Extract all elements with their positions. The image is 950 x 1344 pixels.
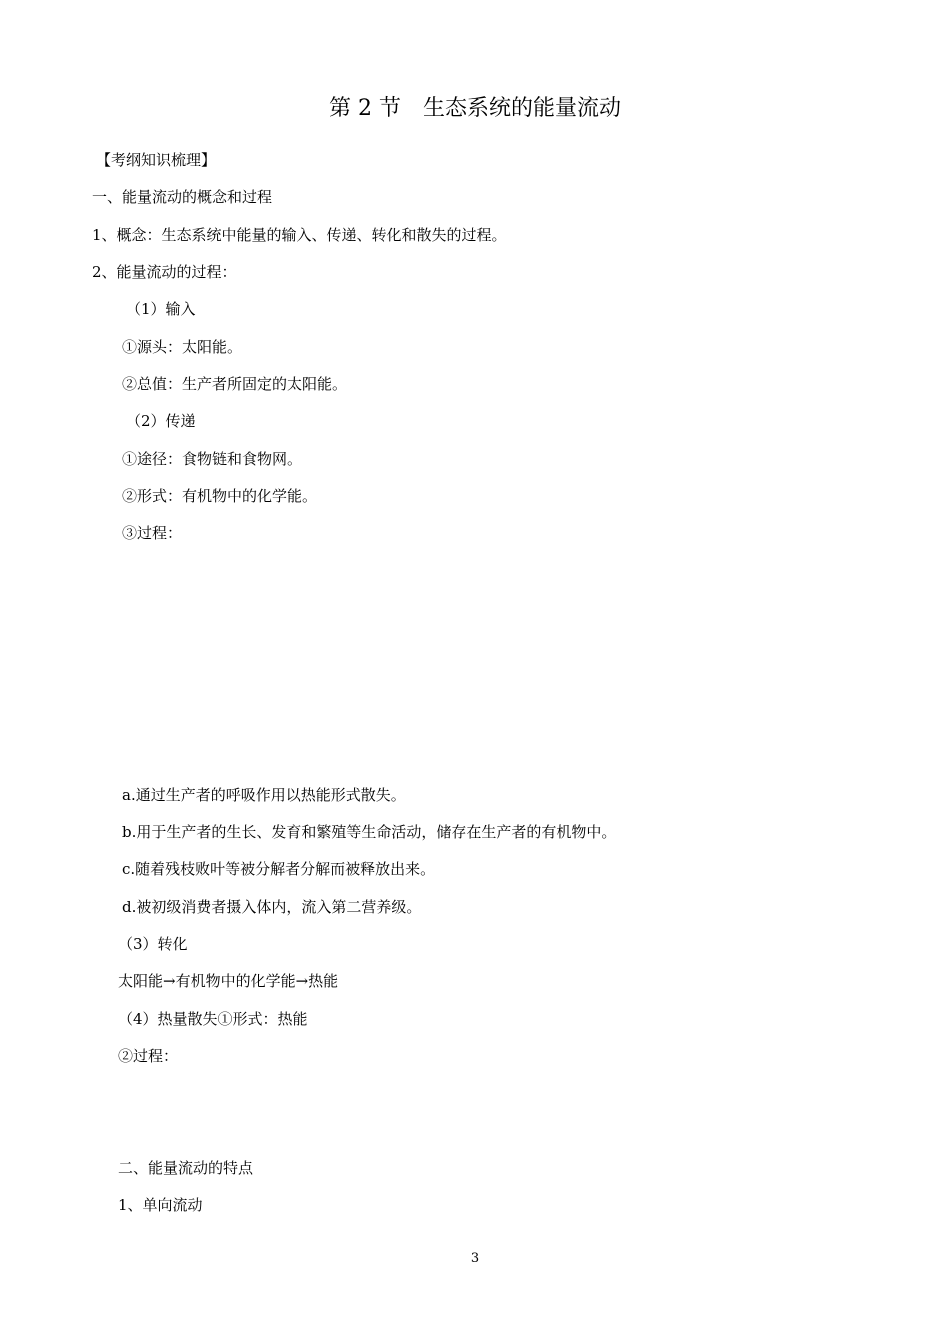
process-heading: 2、能量流动的过程：	[92, 263, 237, 281]
concept-line: 1、概念：生态系统中能量的输入、传递、转化和散失的过程。	[92, 226, 507, 244]
page-title: 第 2 节 生态系统的能量流动	[329, 96, 621, 121]
input-heading: （1）输入	[126, 300, 196, 318]
transfer-item-d: d.被初级消费者摄入体内，流入第二营养级。	[122, 898, 422, 916]
transfer-item-a: a.通过生产者的呼吸作用以热能形式散失。	[122, 786, 406, 804]
transfer-form: ②形式：有机物中的化学能。	[122, 487, 318, 505]
page-number: 3	[470, 1251, 480, 1266]
dissipation-process: ②过程：	[118, 1047, 179, 1065]
conversion-heading: （3）转化	[118, 935, 188, 953]
transfer-route: ①途径：食物链和食物网。	[122, 450, 303, 468]
part1-heading: 一、能量流动的概念和过程	[92, 188, 273, 206]
input-source: ①源头：太阳能。	[122, 338, 243, 356]
input-total: ②总值：生产者所固定的太阳能。	[122, 375, 348, 393]
section-header: 【考纲知识梳理】	[96, 151, 217, 169]
part2-item1: 1、单向流动	[118, 1196, 203, 1214]
transfer-item-b: b.用于生产者的生长、发育和繁殖等生命活动，储存在生产者的有机物中。	[122, 823, 617, 841]
transfer-heading: （2）传递	[126, 412, 196, 430]
dissipation-heading: （4）热量散失①形式：热能	[118, 1010, 308, 1028]
transfer-item-c: c.随着残枝败叶等被分解者分解而被释放出来。	[122, 860, 436, 878]
part2-heading: 二、能量流动的特点	[118, 1159, 254, 1177]
transfer-process: ③过程：	[122, 524, 183, 542]
conversion-chain: 太阳能→有机物中的化学能→热能	[118, 972, 339, 990]
